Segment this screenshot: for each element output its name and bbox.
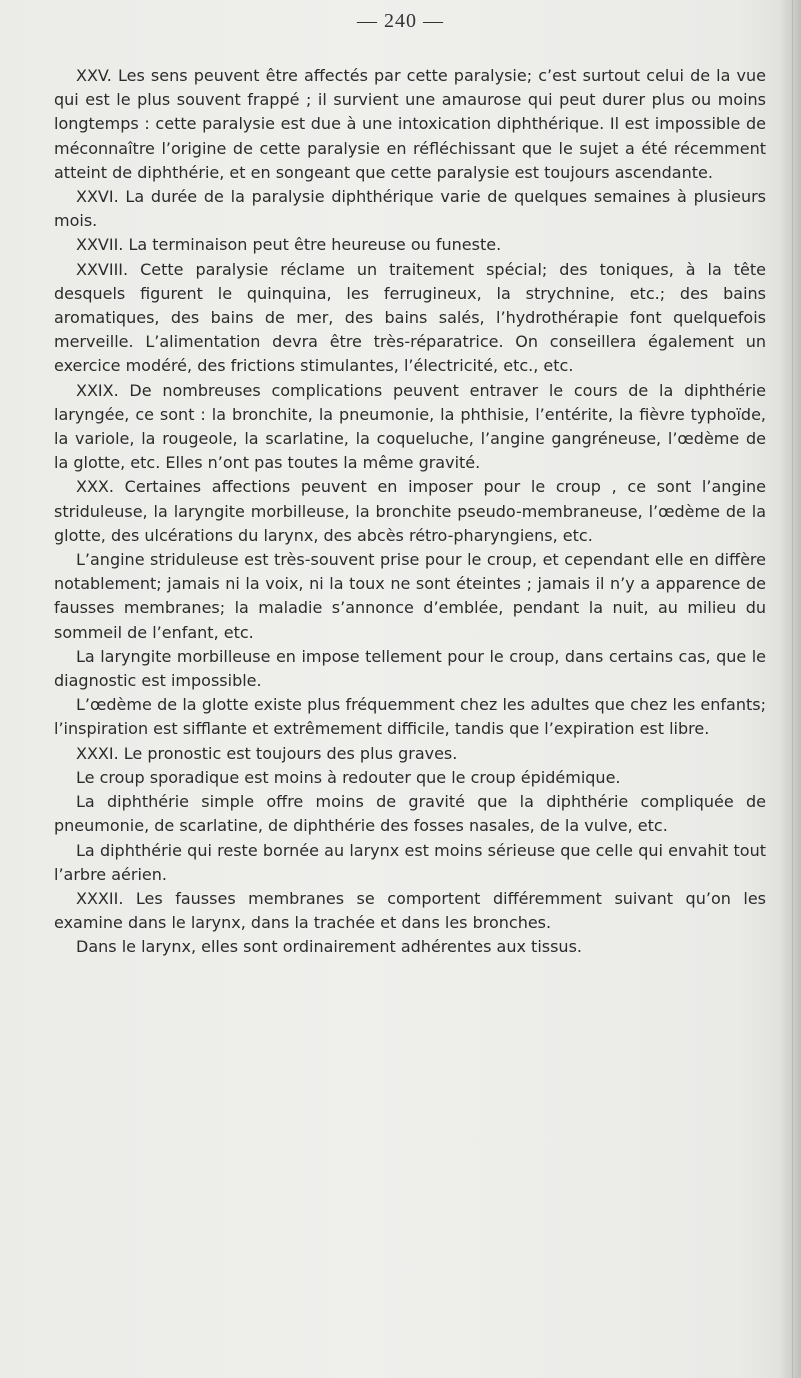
paragraph-xxvi: XXVI. La durée de la paralysie diphthérique varie de quelques semaines à plusieurs mois. [54, 187, 766, 231]
page-number: — 240 — [357, 10, 444, 32]
page-edge-shadow [779, 0, 801, 1378]
paragraph-xxvii: XXVII. La terminaison peut être heureuse ou funeste. [76, 235, 502, 255]
body-text [54, 64, 766, 960]
paragraph-diphtherie-simple: La diphthérie simple offre moins de gravité que la diphthérie compliquée de pneumonie, de scarlatine, de diphthérie des fosses nasales, de la vulve, etc. [54, 792, 766, 836]
paragraph-larynx-adherentes: Dans le larynx, elles sont ordinairement adhérentes aux tissus. [76, 937, 582, 957]
paragraph-diphtherie-larynx: La diphthérie qui reste bornée au larynx est moins sérieuse que celle qui envahit tout l’arbre aérien. [54, 840, 766, 884]
paragraph-xxxi: XXXI. Le pronostic est toujours des plus graves. [76, 743, 458, 763]
paragraph-xxv: XXV. Les sens peuvent être affectés par cette paralysie; c’est surtout celui de la vue qui est le plus souvent frappé ; il survient une amaurose qui peut durer plus ou moins longtemps : cette paralysie est due à une intoxication diphthérique. Il est impossible de méconnaître l’origine de cette paralysie en réfléchissant que le sujet a été récemment atteint de diphthérie, et en songeant que cette paralysie est toujours ascendante. [54, 66, 766, 182]
paragraph-angine-striduleuse: L’angine striduleuse est très-souvent prise pour le croup, et cependant elle en diffère notablement; jamais ni la voix, ni la toux ne sont éteintes ; jamais il n’y a apparence de fausses membranes; la maladie s’annonce d’emblée, pendant la nuit, au milieu du sommeil de l’enfant, etc. [54, 550, 766, 642]
paragraph-xxx: XXX. Certaines affections peuvent en imposer pour le croup , ce sont l’angine striduleuse, la laryngite morbilleuse, la bronchite pseudo-membraneuse, l’œdème de la glotte, des ulcérations du larynx, des abcès rétro-pharyngiens, etc. [54, 477, 766, 545]
paragraph-xxviii: XXVIII. Cette paralysie réclame un traitement spécial; des toniques, à la tête desquels figurent le quinquina, les ferrugineux, la strychnine, etc.; des bains aromatiques, des bains de mer, des bains salés, l’hydrothérapie font quelquefois merveille. L’alimentation devra être très-réparatrice. On conseillera également un exercice modéré, des frictions stimulantes, l’électricité, etc., etc. [54, 259, 766, 376]
page-edge-line [792, 0, 793, 1378]
paragraph-croup-sporadique: Le croup sporadique est moins à redouter que le croup épidémique. [76, 767, 621, 787]
paragraph-oedeme-glotte: L’œdème de la glotte existe plus fréquemment chez les adultes que chez les enfants; l’inspiration est sifflante et extrêmement difficile, tandis que l’expiration est libre. [54, 695, 766, 739]
paragraph-laryngite-morbilleuse: La laryngite morbilleuse en impose tellement pour le croup, dans certains cas, que le diagnostic est impossible. [54, 646, 766, 691]
paragraph-xxix: XXIX. De nombreuses complications peuvent entraver le cours de la diphthérie laryngée, ce sont : la bronchite, la pneumonie, la phthisie, l’entérite, la fièvre typhoïde, la variole, la rougeole, la scarlatine, la coqueluche, l’angine gangréneuse, l’œdème de la glotte, etc. Elles n’ont pas toutes la même gravité. [54, 380, 766, 473]
paragraph-xxxii: XXXII. Les fausses membranes se comportent différemment suivant qu’on les examine dans le larynx, dans la trachée et dans les bronches. [54, 888, 766, 933]
